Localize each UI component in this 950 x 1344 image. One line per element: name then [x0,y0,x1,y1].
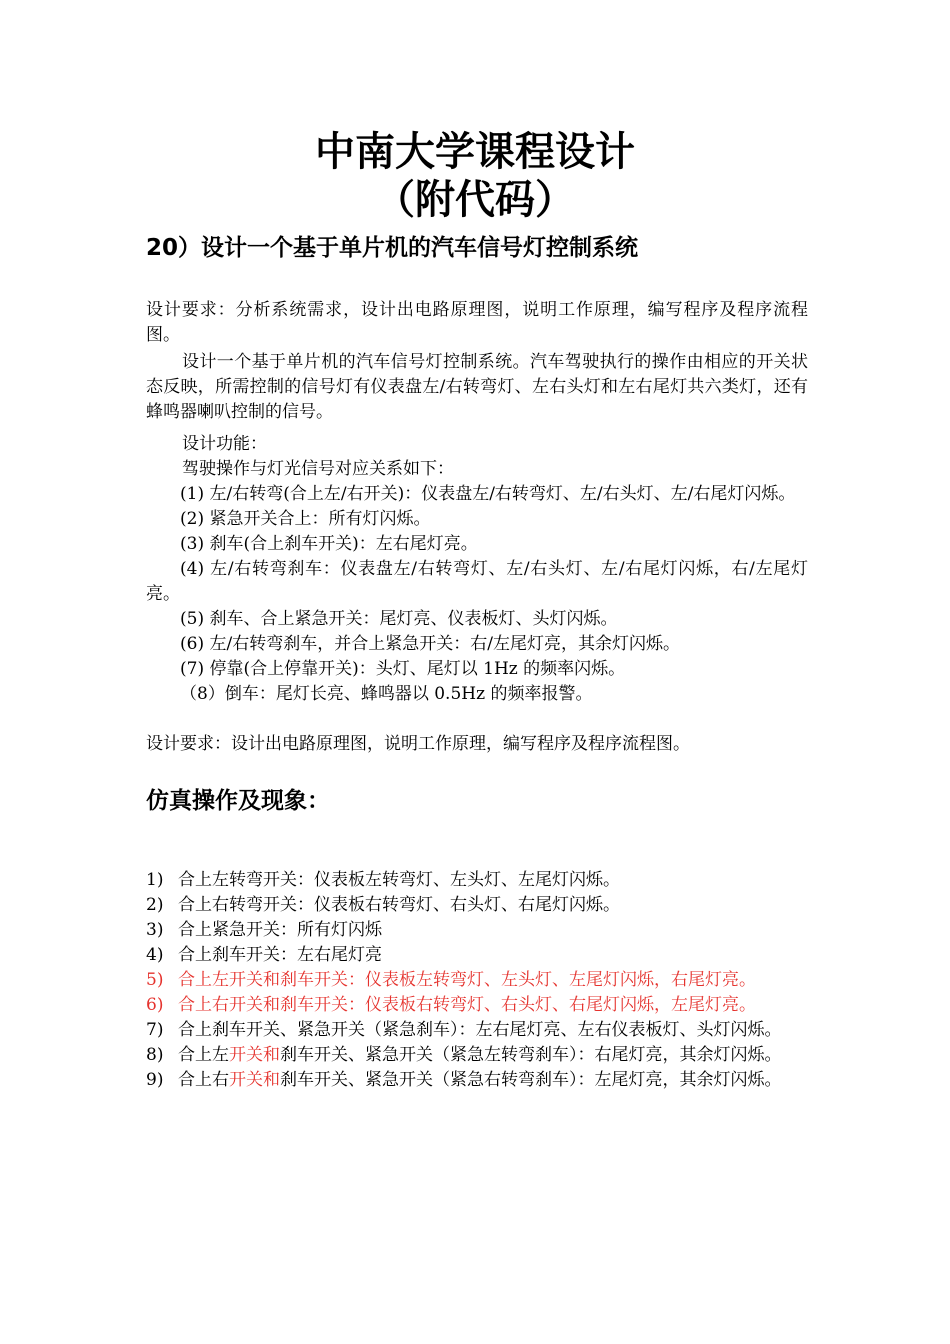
requirement-paragraph: 设计要求：分析系统需求，设计出电路原理图，说明工作原理，编写程序及程序流程图。 [146,300,808,345]
operation-item [146,1018,808,1043]
function-label: 设计功能： [182,434,267,454]
operation-number: 8) [146,1045,164,1065]
operation-number: 4) [146,945,164,965]
operation-text: 合上紧急开关：所有灯闪烁 [178,920,382,940]
operation-text-highlight: 开关和 [229,1045,280,1065]
operation-text-pre: 合上右 [178,1070,229,1090]
operation-item-highlighted [146,968,808,993]
function-item: (1) 左/右转弯(合上左/右开关)：仪表盘左/右转弯灯、左/右头灯、左/右尾灯闪烁。 [180,484,796,504]
operation-item [146,943,808,968]
operation-item [146,893,808,918]
topic-heading: 20）设计一个基于单片机的汽车信号灯控制系统 [146,235,639,261]
operation-item-highlighted [146,993,808,1018]
operation-item [146,868,808,893]
document-title: 中南大学课程设计 [315,129,635,175]
operation-text-post: 刹车开关、紧急开关（紧急左转弯刹车）：右尾灯亮，其余灯闪烁。 [280,1045,782,1065]
operation-number: 7) [146,1020,164,1040]
operation-number: 3) [146,920,164,940]
operation-text: 合上左开关和刹车开关：仪表板左转弯灯、左头灯、左尾灯闪烁，右尾灯亮。 [178,970,756,990]
operation-item [146,918,808,943]
operation-item [146,1068,808,1093]
function-list [146,482,808,707]
operation-item [146,1043,808,1068]
operation-text-highlight: 开关和 [229,1070,280,1090]
operation-text: 合上左转弯开关：仪表板左转弯灯、左头灯、左尾灯闪烁。 [178,870,620,890]
operation-text: 合上刹车开关、紧急开关（紧急刹车）：左右尾灯亮、左右仪表板灯、头灯闪烁。 [178,1020,782,1040]
operation-text-post: 刹车开关、紧急开关（紧急右转弯刹车）：左尾灯亮，其余灯闪烁。 [280,1070,782,1090]
operation-number: 9) [146,1070,164,1090]
operation-list [146,868,808,1093]
operation-text: 合上右开关和刹车开关：仪表板右转弯灯、右头灯、右尾灯闪烁，左尾灯亮。 [178,995,756,1015]
function-item: (2) 紧急开关合上：所有灯闪烁。 [180,509,431,529]
requirement-paragraph-2: 设计要求：设计出电路原理图，说明工作原理，编写程序及程序流程图。 [146,734,690,754]
operation-number: 2) [146,895,164,915]
operation-number: 1) [146,870,164,890]
simulation-heading: 仿真操作及现象： [146,788,330,814]
function-intro: 驾驶操作与灯光信号对应关系如下： [182,459,454,479]
operation-number: 5) [146,970,164,990]
operation-text [178,1068,808,1093]
function-item: （8）倒车：尾灯长亮、蜂鸣器以 0.5Hz 的频率报警。 [180,684,593,704]
function-item: (5) 刹车、合上紧急开关：尾灯亮、仪表板灯、头灯闪烁。 [180,609,618,629]
function-item: (7) 停靠(合上停靠开关)：头灯、尾灯以 1Hz 的频率闪烁。 [180,659,626,679]
operation-text-pre: 合上左 [178,1045,229,1065]
function-item: (6) 左/右转弯刹车，并合上紧急开关：右/左尾灯亮，其余灯闪烁。 [180,634,680,654]
operation-text [178,1043,808,1068]
operation-text: 合上右转弯开关：仪表板右转弯灯、右头灯、右尾灯闪烁。 [178,895,620,915]
description-paragraph: 设计一个基于单片机的汽车信号灯控制系统。汽车驾驶执行的操作由相应的开关状态反映，所需控制的信号灯有仪表盘左/右转弯灯、左右头灯和左右尾灯共六类灯，还有蜂鸣器喇叭控制的信号。 [146,352,808,422]
function-item: (3) 刹车(合上刹车开关)：左右尾灯亮。 [180,534,478,554]
document-subtitle: （附代码） [375,177,575,223]
function-item: (4) 左/右转弯刹车：仪表盘左/右转弯灯、左/右头灯、左/右尾灯闪烁，右/左尾灯亮。 [146,559,808,604]
operation-text: 合上刹车开关：左右尾灯亮 [178,945,382,965]
operation-number: 6) [146,995,164,1015]
